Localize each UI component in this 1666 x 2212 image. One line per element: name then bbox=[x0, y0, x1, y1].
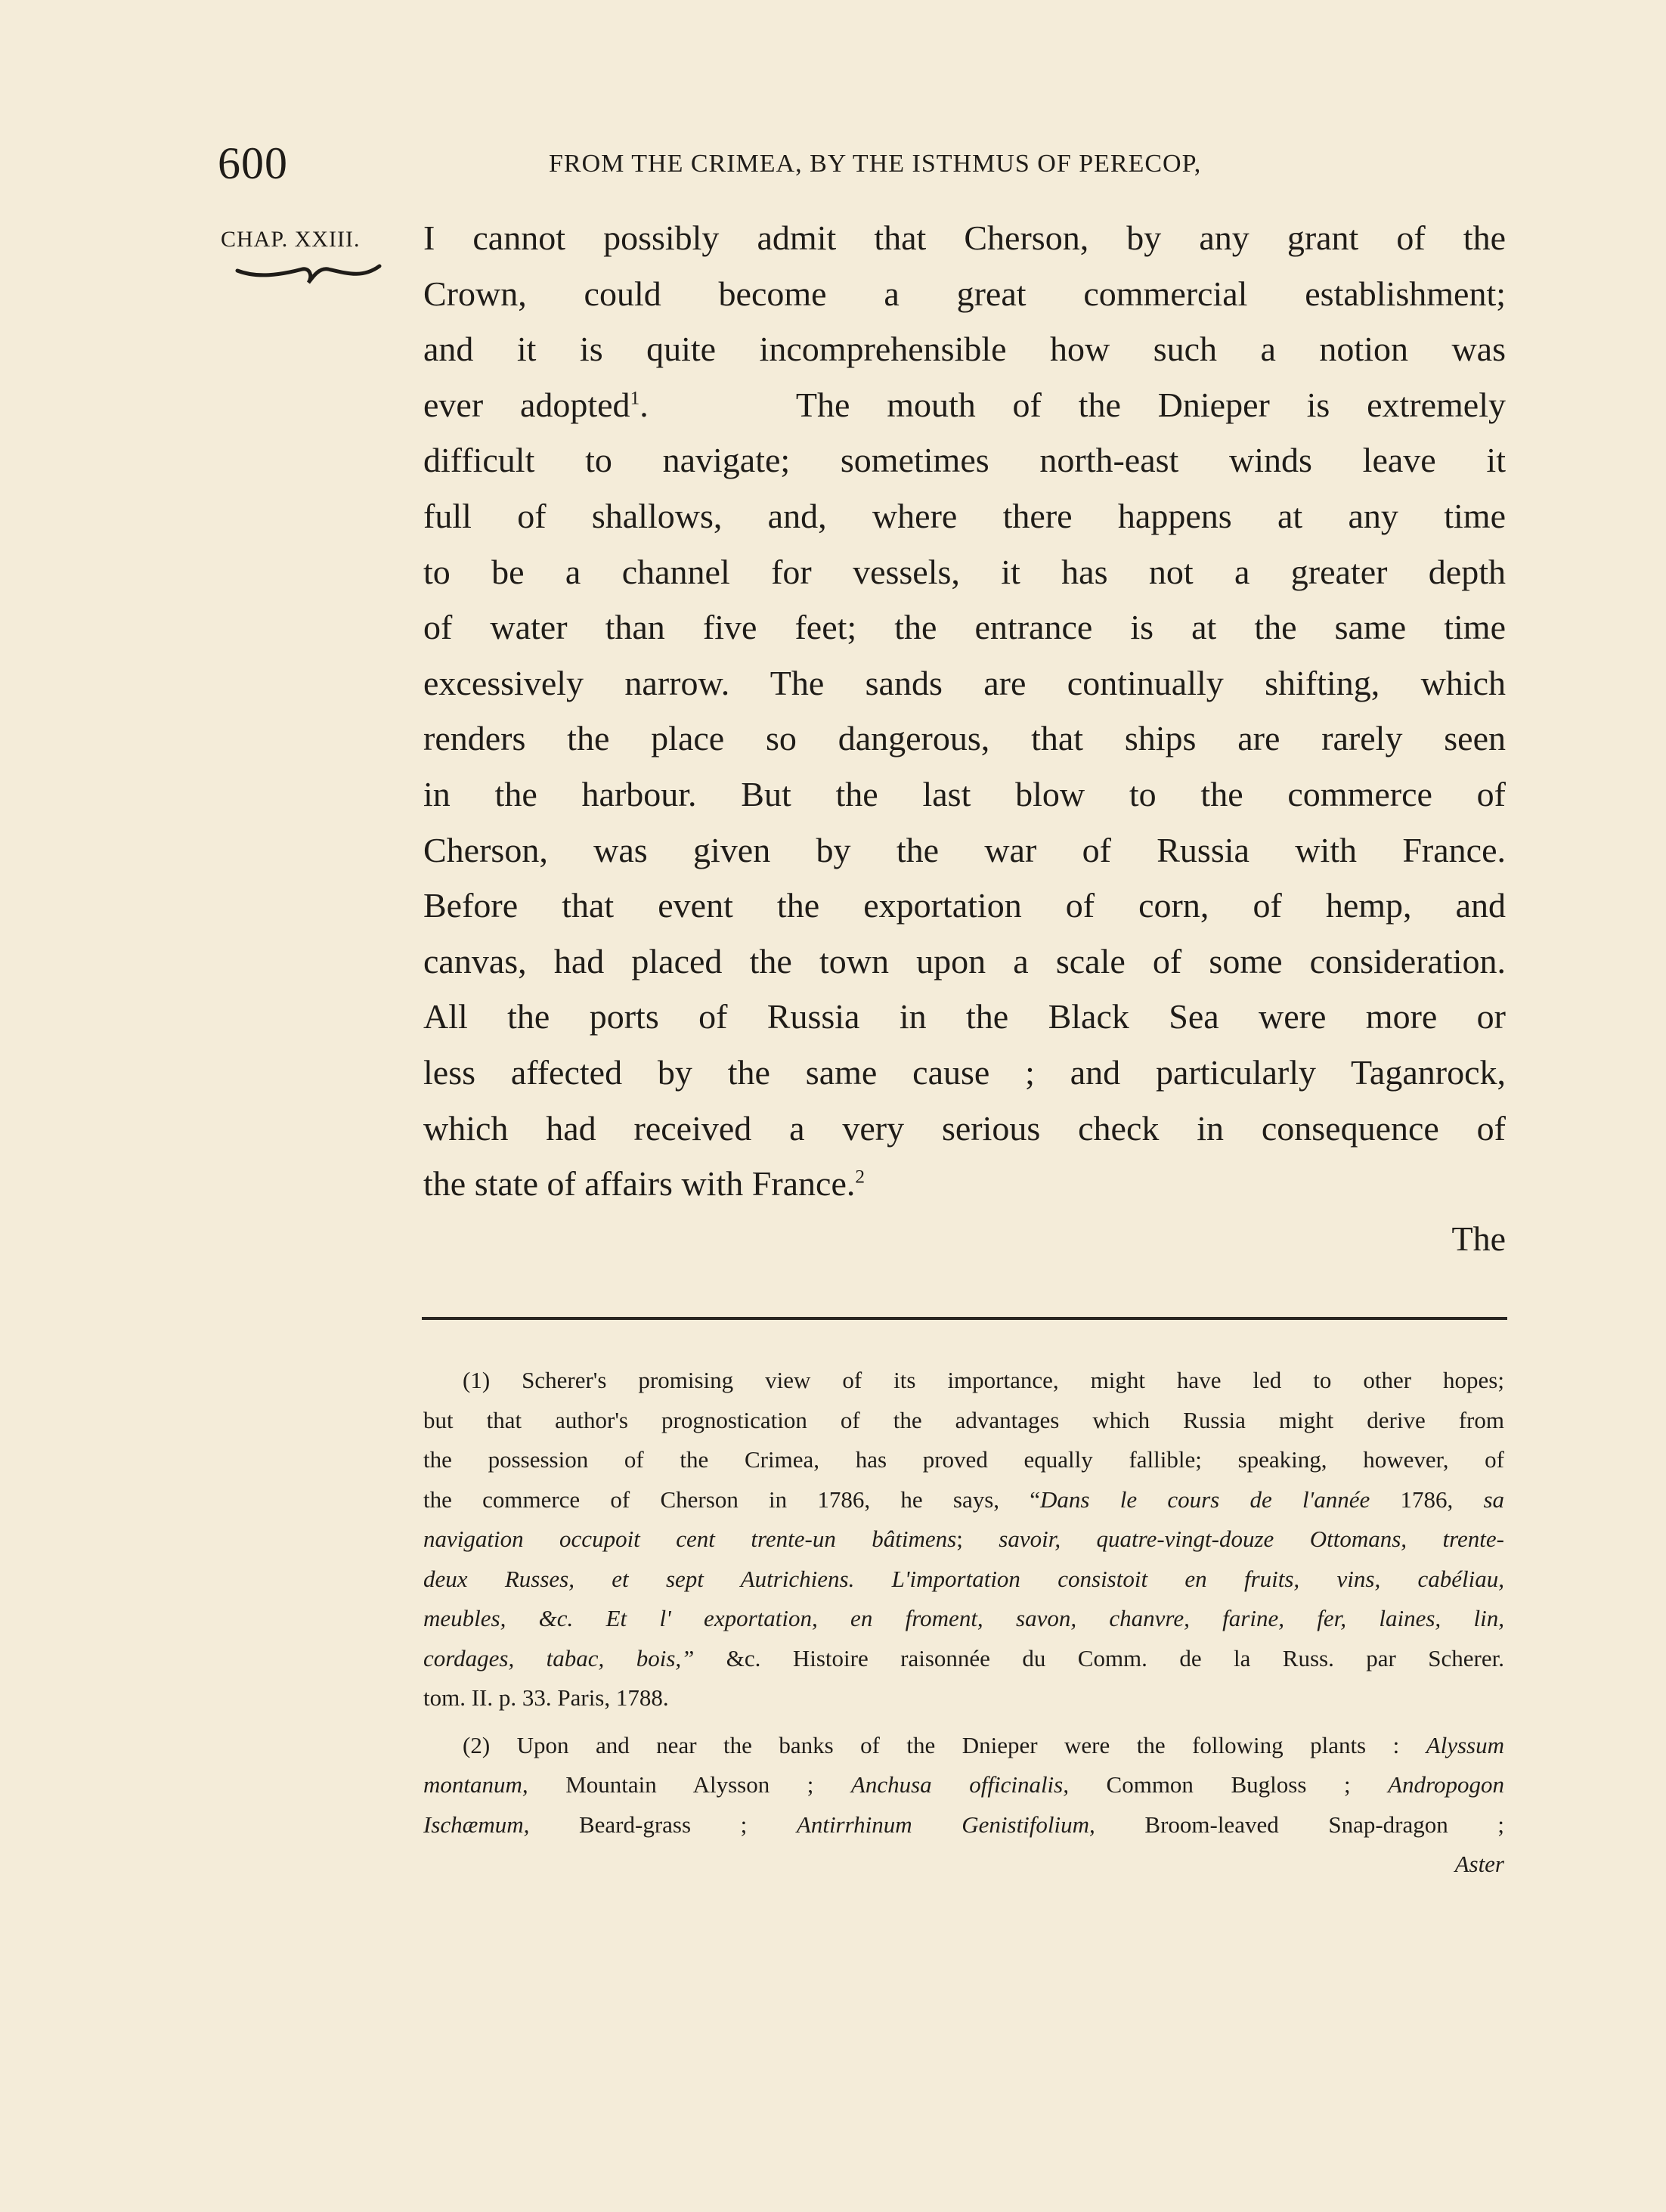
footnote-1-line: deux Russes, et sept Autrichiens. L'importation consistoit en fruits, vins, cabéliau, bbox=[423, 1565, 1504, 1592]
footnote-1-line: meubles, &c. Et l' exportation, en froment, savon, chanvre, farine, fer, laines, lin, bbox=[423, 1605, 1504, 1631]
body-line: and it is quite incomprehensible how such a notion was bbox=[423, 330, 1506, 369]
footnote-1-line: tom. II. p. 33. Paris, 1788. bbox=[423, 1684, 669, 1711]
text-run-italic: Anchusa officinalis, bbox=[850, 1771, 1069, 1798]
page-number: 600 bbox=[218, 138, 288, 188]
body-text bbox=[423, 210, 1506, 1212]
body-line: less affected by the same cause ; and particularly Taganrock, bbox=[423, 1052, 1506, 1092]
footnote-divider bbox=[422, 1317, 1507, 1320]
body-line: to be a channel for vessels, it has not a greater depth bbox=[423, 552, 1506, 591]
body-line: excessively narrow. The sands are continually shifting, which bbox=[423, 663, 1506, 702]
text-run: Broom-leaved Snap-dragon ; bbox=[1095, 1811, 1504, 1838]
text-run-italic: Dans le cours de l'année bbox=[1040, 1486, 1370, 1513]
footnote-1-line: (1) Scherer's promising view of its importance, might have led to other hopes; bbox=[463, 1367, 1504, 1393]
text-run-italic: montanum, bbox=[423, 1771, 528, 1798]
footnote-1-line: but that author's prognostication of the advantages which Russia might derive from bbox=[423, 1406, 1504, 1433]
text-run-italic: navigation occupoit cent trente-un bâtimens bbox=[423, 1526, 957, 1552]
text-run: the commerce of Cherson in 1786, he says, “ bbox=[423, 1486, 1041, 1513]
catchword: The bbox=[1451, 1219, 1506, 1258]
text-run-italic: savoir, quatre-vingt-douze Ottomans, trente- bbox=[999, 1526, 1504, 1552]
text-run: Mountain Alysson ; bbox=[528, 1771, 851, 1798]
text-run: &c. Histoire raisonnée du Comm. de la Russ. par Scherer. bbox=[694, 1644, 1504, 1671]
body-line-part: The mouth of the Dnieper is extremely bbox=[795, 385, 1506, 424]
body-line bbox=[423, 1156, 1506, 1212]
body-line: Before that event the exportation of corn, of hemp, and bbox=[423, 886, 1506, 925]
footnote-2-line bbox=[423, 1726, 1504, 1766]
text-run-italic: Antirrhinum Genistifolium, bbox=[796, 1811, 1095, 1838]
chapter-brace-ornament bbox=[234, 262, 382, 287]
text-run: Common Bugloss ; bbox=[1068, 1771, 1389, 1798]
body-line: full of shallows, and, where there happens at any time bbox=[423, 496, 1506, 535]
footnote-reference-1[interactable]: 1 bbox=[630, 387, 640, 409]
body-line: Crown, could become a great commercial establishment; bbox=[423, 274, 1506, 313]
body-line: ever adopted$^1$. The mouth of the Dnieper is extremely bbox=[423, 385, 1506, 424]
footnote-1-line: the possession of the Crimea, has proved equally fallible; speaking, however, of bbox=[423, 1446, 1504, 1473]
body-line: renders the place so dangerous, that ships are rarely seen bbox=[423, 719, 1506, 758]
text-run: 1786, bbox=[1370, 1486, 1484, 1513]
body-line: of water than five feet; the entrance is at the same time bbox=[423, 608, 1506, 647]
footnotes bbox=[423, 1361, 1504, 1885]
text-run-italic: Ischæmum, bbox=[423, 1811, 530, 1838]
body-line: difficult to navigate; sometimes north-east winds leave it bbox=[423, 441, 1506, 480]
body-line: in the harbour. But the last blow to the commerce of bbox=[423, 774, 1506, 813]
text-run: Beard-grass ; bbox=[529, 1811, 797, 1838]
footnote-1-line bbox=[423, 1520, 1504, 1560]
text-run: ; bbox=[956, 1526, 999, 1552]
body-line: All the ports of Russia in the Black Sea were more or bbox=[423, 997, 1506, 1036]
body-line-part: ever adopted bbox=[423, 385, 630, 424]
body-line: Cherson, was given by the war of Russia with France. bbox=[423, 830, 1506, 869]
text-run-italic: cordages, tabac, bois,” bbox=[423, 1644, 695, 1671]
text-run: (2) Upon and near the banks of the Dnieper were the following plants : bbox=[463, 1731, 1426, 1758]
footnote-1-line bbox=[423, 1480, 1504, 1520]
footnote-2-line bbox=[423, 1765, 1504, 1805]
footnote-2-line bbox=[423, 1805, 1504, 1845]
footnote-reference-2[interactable]: 2 bbox=[855, 1166, 866, 1188]
text-run-italic: Alyssum bbox=[1426, 1731, 1504, 1758]
text-run-italic: Andropogon bbox=[1388, 1771, 1504, 1798]
body-line: canvas, had placed the town upon a scale of some consideration. bbox=[423, 941, 1506, 981]
footnote-gap bbox=[423, 1718, 1504, 1726]
text-run-italic: sa bbox=[1483, 1486, 1505, 1513]
body-line-part: the state of affairs with France. bbox=[423, 1164, 856, 1204]
footnote-2-catchword: Aster bbox=[1454, 1851, 1504, 1877]
body-line: I cannot possibly admit that Cherson, by any grant of the bbox=[423, 218, 1506, 257]
running-head: FROM THE CRIMEA, BY THE ISTHMUS OF PERECOP, bbox=[549, 150, 1202, 178]
body-line: which had received a very serious check in consequence of bbox=[423, 1108, 1506, 1148]
footnote-1-line bbox=[423, 1639, 1504, 1679]
chapter-label: CHAP. XXIII. bbox=[221, 227, 361, 252]
